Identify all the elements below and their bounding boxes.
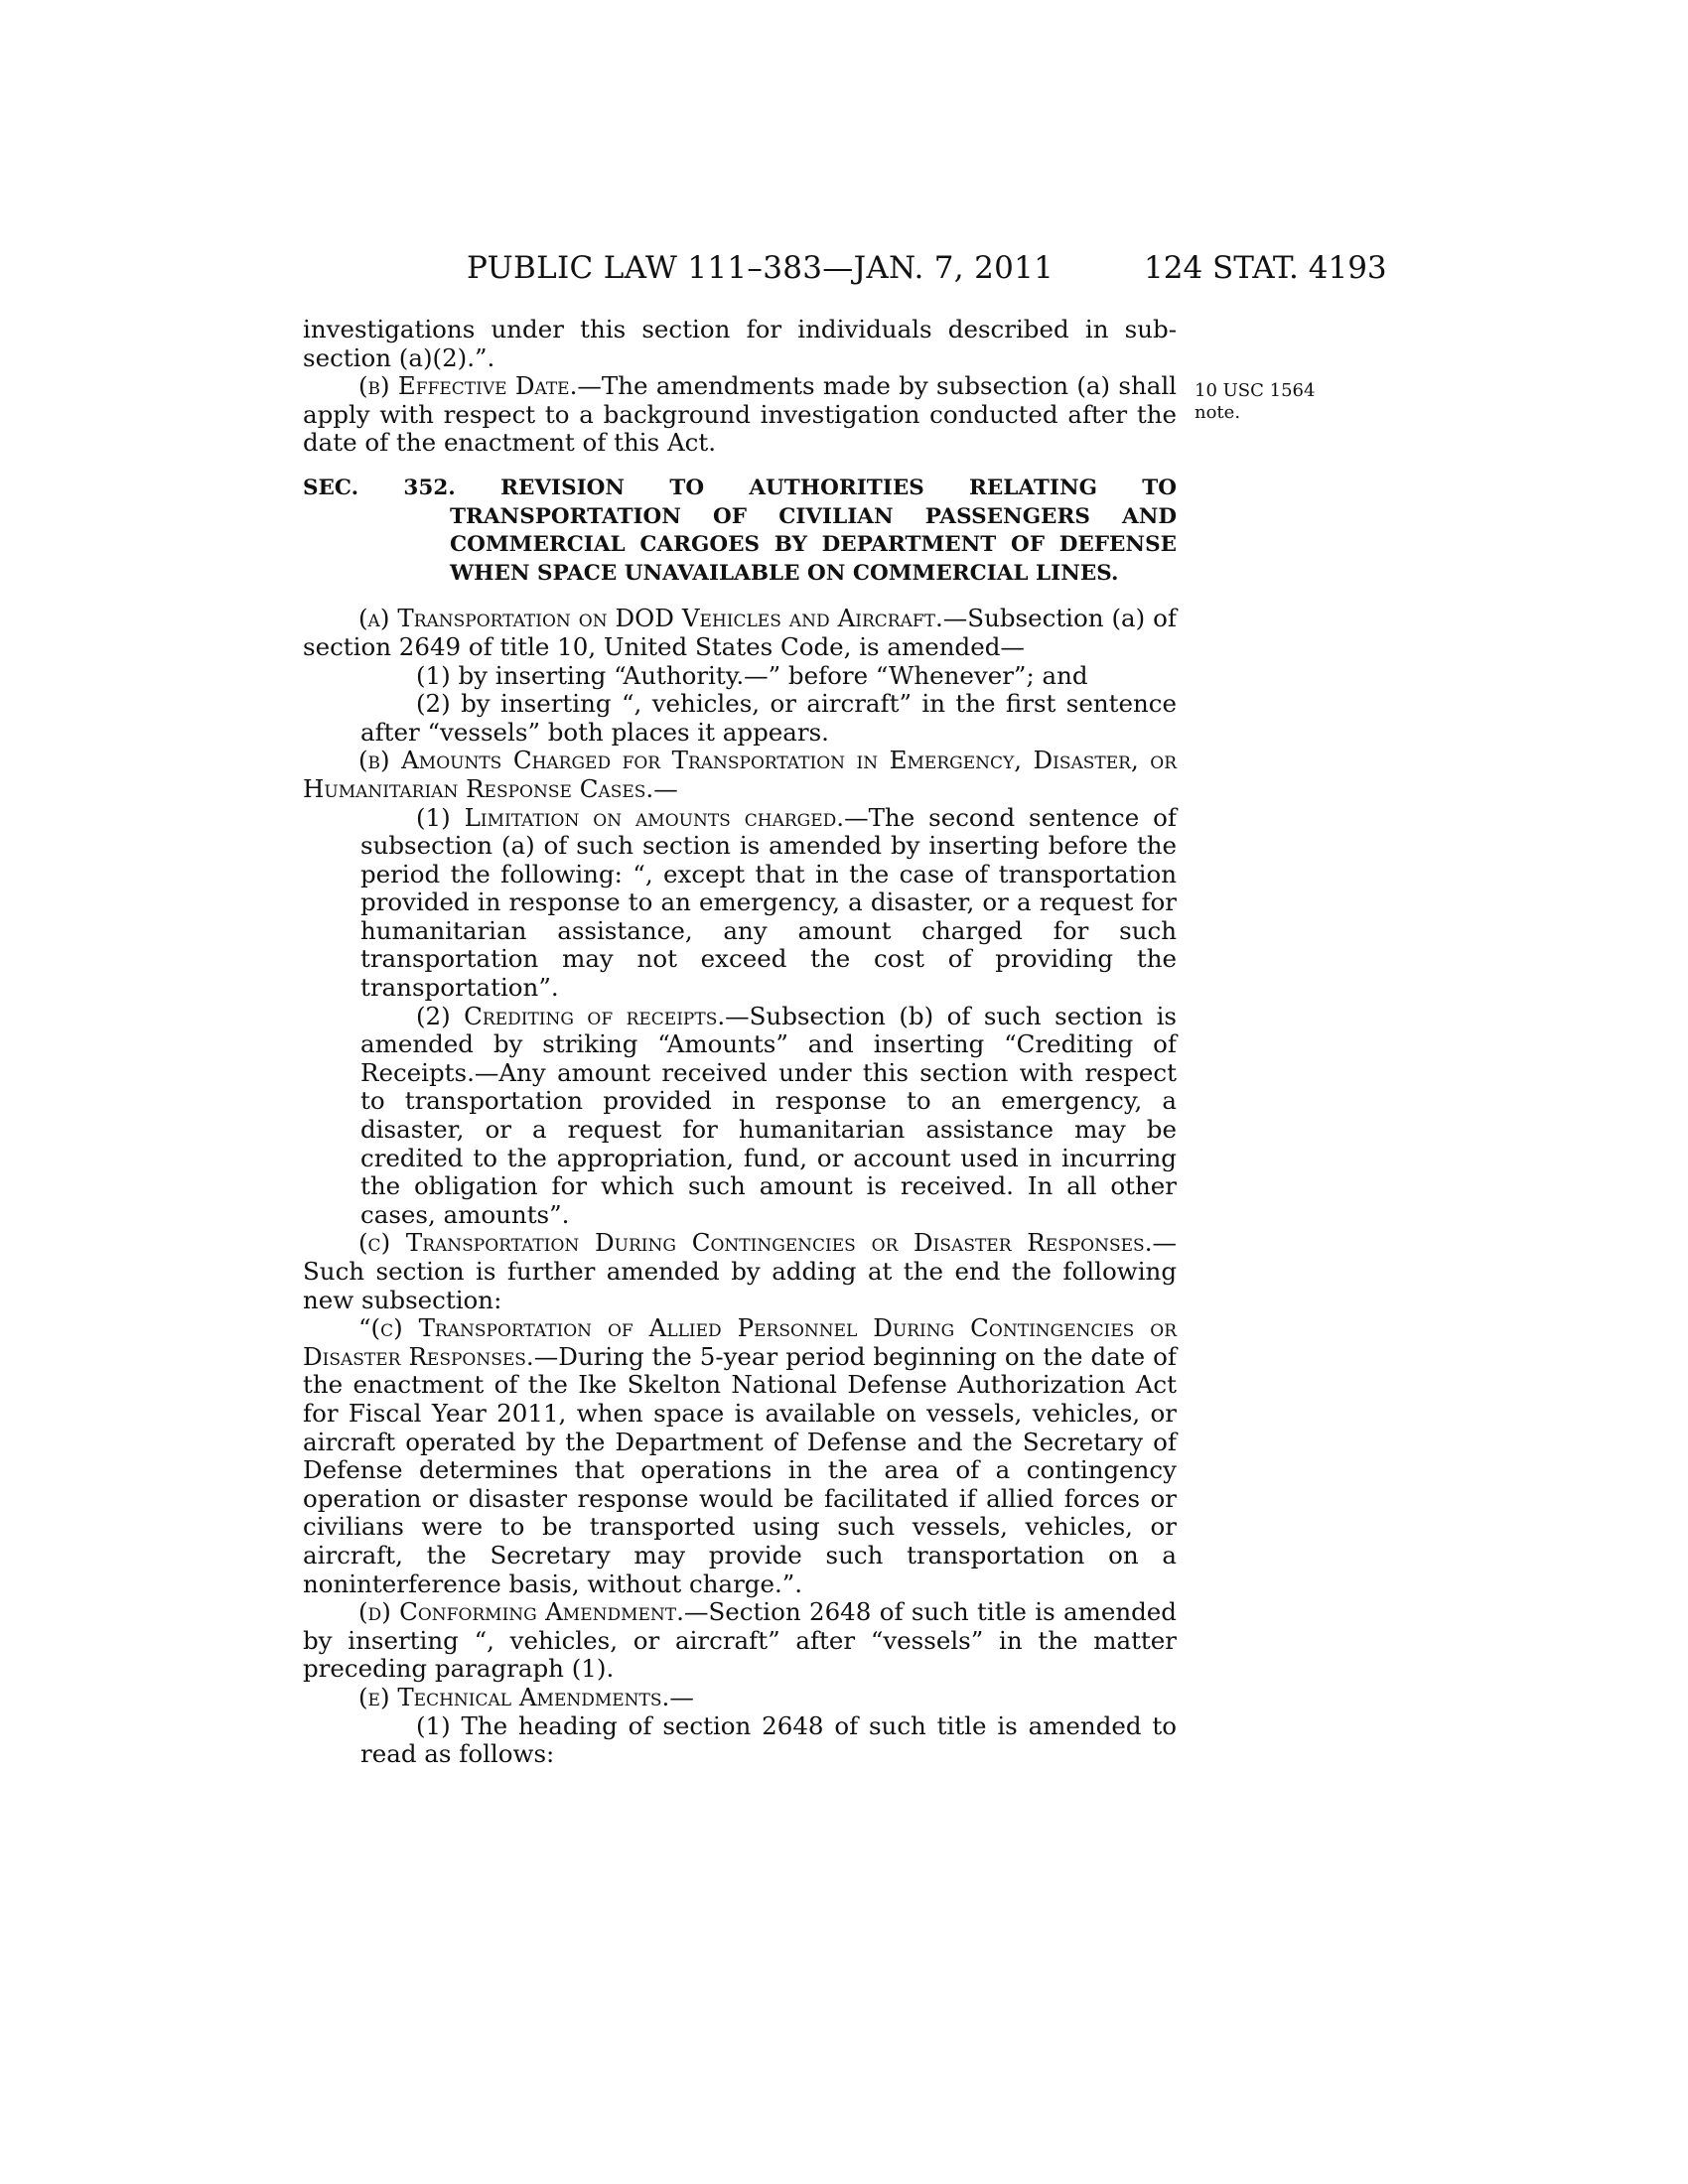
paragraph-b1-text: —The second sentence of subsection (a) of such section is amended by inserting before the period the following: “, except that in the case of transportation provided in response to an emergency, a disaster, or a request for humanitarian assistance, any amount charged for such transportation may not exceed the cost of providing the transportation”.: [360, 802, 1177, 1003]
subsection-a-label: (a) Transportation on DOD Vehicles and Aircraft.: [358, 604, 943, 633]
paragraph-b1-label: (1) Limitation on amounts charged.: [416, 802, 845, 832]
effective-date-text: —The amendments made by subsection (a) shall apply with respect to a background investigation conducted after the date of the enactment of this Act.: [303, 371, 1177, 458]
subsection-c-quote-label: “(c) Transportation of Allied Personnel During Contingencies or Disaster Responses.: [303, 1313, 1177, 1371]
subsection-b: [303, 747, 1177, 803]
subsection-c-quote-text: —During the 5-year period beginning on the date of the enactment of the Ike Skelton National Defense Authorization Act for Fiscal Year 2011, when space is available on vessels, vehicles, or aircraft operated by the Department of Defense and the Secretary of Defense determines that operations in the area of a contingency operation or disaster response would be facilitated if allied forces or civilians were to be transported using such vessels, vehicles, or aircraft, the Secretary may provide such transportation on a noninterference basis, without charge.”.: [303, 1341, 1177, 1598]
subsection-d-label: (d) Conforming Amendment.: [358, 1597, 684, 1627]
margin-note-citation: 10 USC 1564: [1195, 380, 1316, 401]
subsection-e: [303, 1684, 1177, 1712]
continuation-paragraph: investigations under this section for individuals described in subsection (a)(2).”.: [303, 315, 1177, 372]
paragraph-b1: [303, 804, 1177, 1003]
subsection-a-text: —Subsection (a) of section 2649 of title 10, United States Code, is amended—: [303, 604, 1177, 661]
paragraph-a1: (1) by inserting “Authority.—” before “Whenever”; and: [416, 660, 1088, 690]
subsection-c-text: —Such section is further amended by adding at the end the following new subsection:: [303, 1228, 1177, 1314]
subsection-d-text: —Section 2648 of such title is amended by inserting “, vehicles, or aircraft” after “vessels” in the matter preceding paragraph (1).: [303, 1597, 1177, 1684]
subsection-b-text: —: [653, 773, 678, 803]
subsection-a: [303, 605, 1177, 661]
section-352-heading: SEC. 352. REVISION TO AUTHORITIES RELATING TO TRANSPORTATION OF CIVILIAN PASSENGERS AND COMMERCIAL CARGOES BY DEPARTMENT OF DEFENSE WHEN SPACE UNAVAILABLE ON COMMERCIAL LINES.: [303, 475, 1177, 586]
paragraph-e1: (1) The heading of section 2648 of such title is amended to read as follows:: [360, 1710, 1177, 1769]
subsection-b-label: (b) Amounts Charged for Transportation in Emergency, Disaster, or Humanitarian Response Cases.: [303, 746, 1177, 803]
subsection-e-label: (e) Technical Amendments.: [358, 1682, 670, 1711]
paragraph-b2-text: —Subsection (b) of such section is amended by striking “Amounts” and inserting “Crediting of Receipts.—Any amount received under this section with respect to transportation provided in response to an emergency, a disaster, or a request for humanitarian assistance may be credited to the appropriation, fund, or account used in incurring the obligation for which such amount is received. In all other cases, amounts”.: [360, 1001, 1177, 1229]
subsection-c-quote: [303, 1314, 1177, 1598]
paragraph-a2: (2) by inserting “, vehicles, or aircraft” in the first sentence after “vessels” both places it appears.: [360, 689, 1177, 747]
paragraph-b2-label: (2) Crediting of receipts.: [416, 1001, 726, 1030]
page-header-stat: 124 STAT. 4193: [1144, 250, 1387, 286]
subsection-c: [303, 1229, 1177, 1314]
page-header-title: PUBLIC LAW 111–383—JAN. 7, 2011: [467, 250, 1055, 286]
document-body: [303, 316, 1177, 1769]
subsection-c-label: (c) Transportation During Contingencies or Disaster Responses.: [358, 1228, 1153, 1258]
effective-date-label: (b) Effective Date.: [358, 371, 578, 401]
margin-note-label: note.: [1195, 402, 1241, 423]
margin-note: [1195, 380, 1334, 424]
effective-date-paragraph: [303, 372, 1177, 458]
subsection-e-text: —: [669, 1682, 694, 1711]
paragraph-b2: [303, 1003, 1177, 1230]
subsection-d: [303, 1598, 1177, 1684]
